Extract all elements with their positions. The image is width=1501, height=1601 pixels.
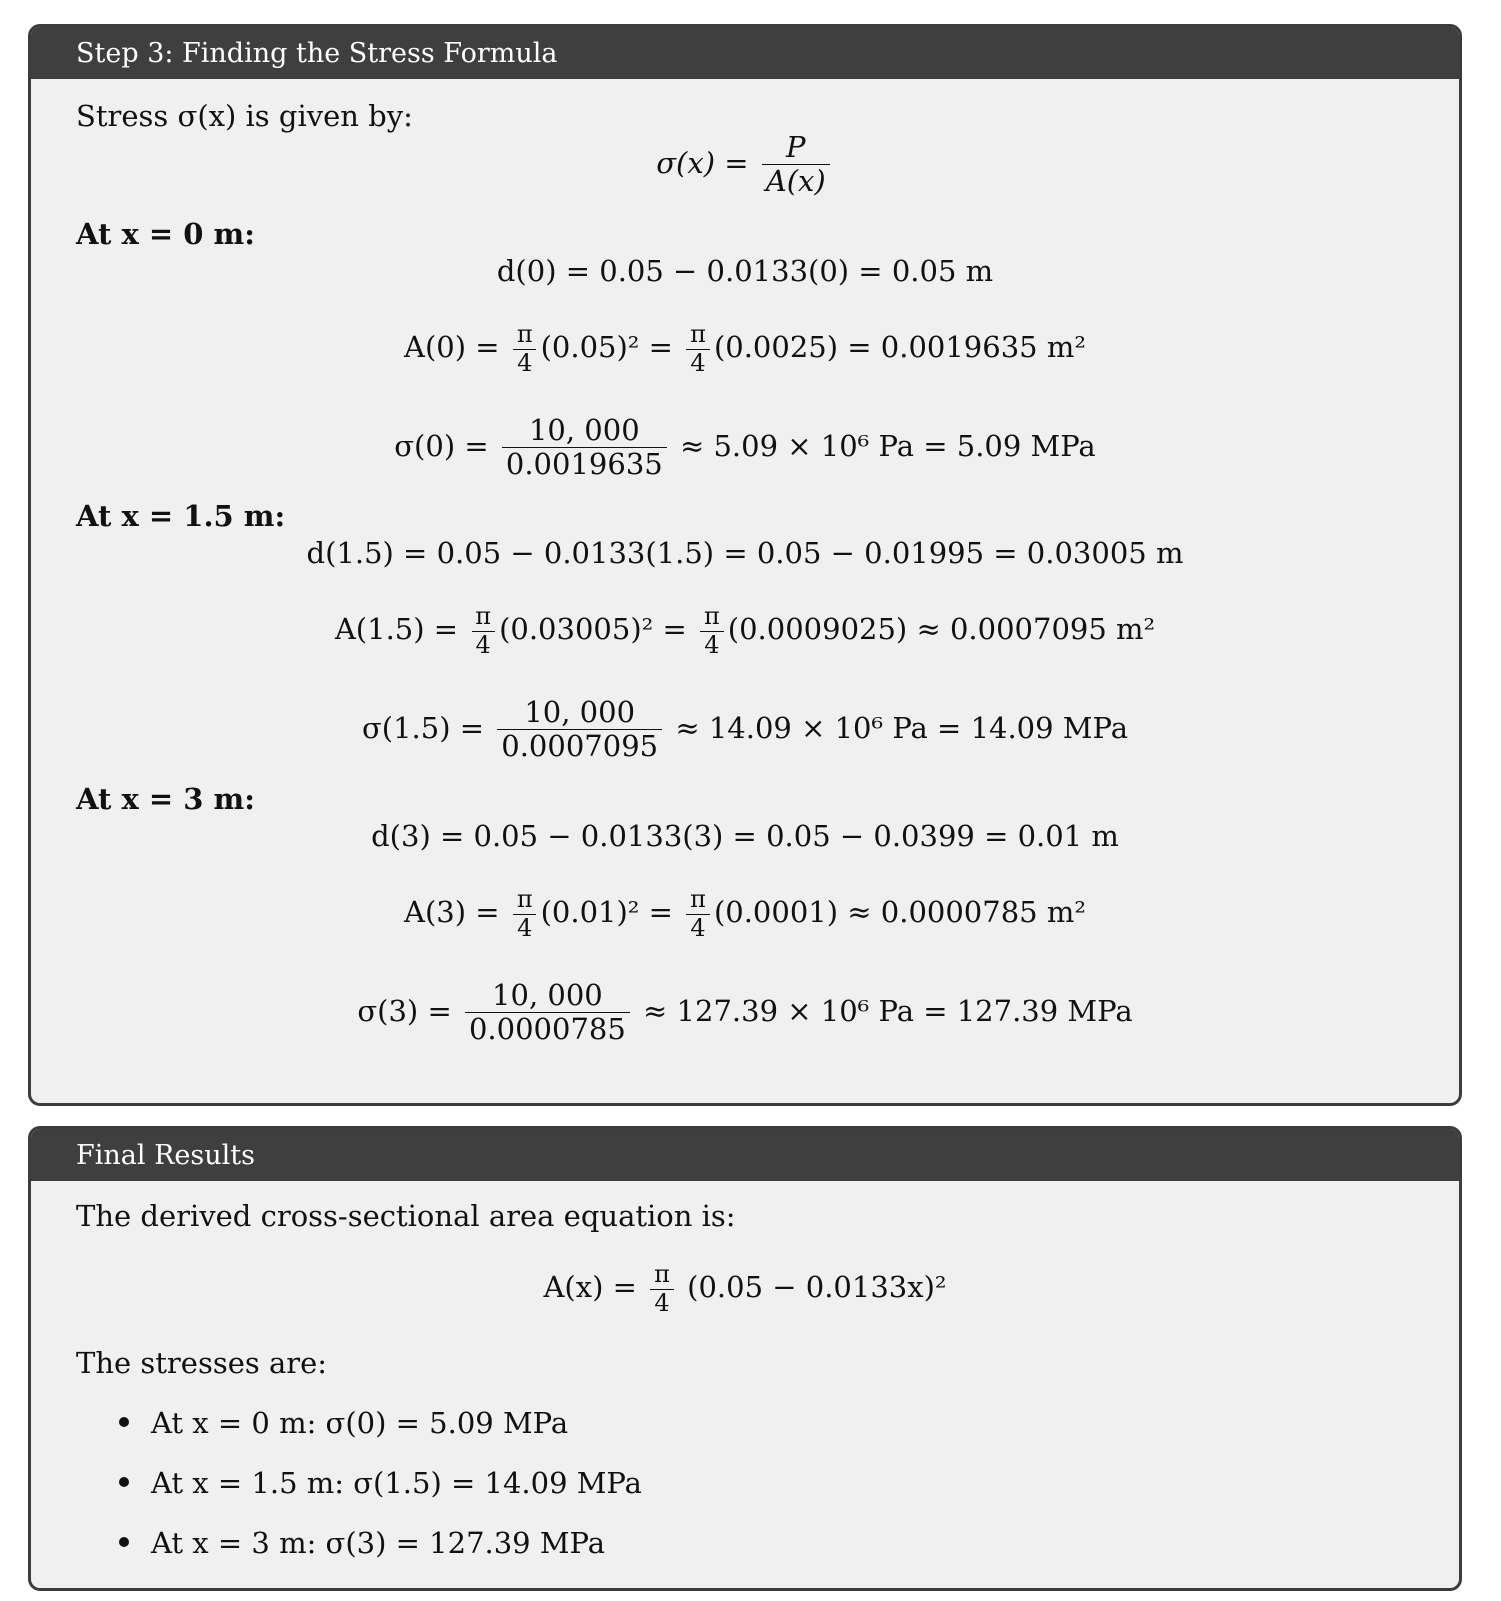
area-equation: A(x) = $\frac{\pi}{4}$ (0.05 − 0.0133x)² — [543, 1260, 947, 1317]
diameter-eq-x0: d(0) = 0.05 − 0.0133(0) = 0.05 m — [496, 254, 994, 288]
step3-title: Step 3: Finding the Stress Formula — [31, 27, 1459, 79]
stress-eq-x0: σ(0) = $\frac{10, 000}{0.0019635}$ ≈ 5.09 × 10⁶ Pa = 5.09 MPa — [394, 413, 1096, 482]
stress-formula: σ(x) = $\frac{P}{A(x)}$ — [31, 131, 1459, 199]
section-heading-x1-5: At x = 1.5 m: — [76, 499, 286, 533]
list-item: At x = 3 m: σ(3) = 127.39 MPa — [119, 1526, 605, 1560]
list-item: At x = 0 m: σ(0) = 5.09 MPa — [119, 1406, 568, 1440]
list-item: At x = 1.5 m: σ(1.5) = 14.09 MPa — [119, 1466, 642, 1500]
area-eq-x0: A(0) = $\frac{\pi}{4}$ (0.05)² = $\frac{\pi}{4}$ (0.0025) = 0.0019635 m² — [404, 320, 1086, 377]
diameter-eq-x1-5: d(1.5) = 0.05 − 0.0133(1.5) = 0.05 − 0.01995 = 0.03005 m — [306, 536, 1184, 570]
section-heading-x0: At x = 0 m: — [76, 217, 255, 251]
final-results-panel — [28, 1126, 1462, 1591]
stress-intro: Stress σ(x) is given by: — [76, 99, 413, 133]
stress-eq-x1-5: σ(1.5) = $\frac{10, 000}{0.0007095}$ ≈ 14.09 × 10⁶ Pa = 14.09 MPa — [361, 695, 1128, 764]
area-equation-intro: The derived cross-sectional area equation is: — [76, 1199, 736, 1233]
diameter-eq-x3: d(3) = 0.05 − 0.0133(3) = 0.05 − 0.0399 = 0.01 m — [371, 819, 1119, 853]
step3-panel — [28, 24, 1462, 1106]
area-eq-x1-5: A(1.5) = $\frac{\pi}{4}$ (0.03005)² = $\frac{\pi}{4}$ (0.0009025) ≈ 0.0007095 m² — [334, 602, 1156, 659]
section-heading-x3: At x = 3 m: — [76, 782, 255, 816]
final-results-title: Final Results — [31, 1129, 1459, 1181]
stress-eq-x3: σ(3) = $\frac{10, 000}{0.0000785}$ ≈ 127.39 × 10⁶ Pa = 127.39 MPa — [357, 978, 1133, 1047]
area-eq-x3: A(3) = $\frac{\pi}{4}$ (0.01)² = $\frac{\pi}{4}$ (0.0001) ≈ 0.0000785 m² — [404, 885, 1086, 942]
stresses-intro: The stresses are: — [76, 1346, 328, 1380]
